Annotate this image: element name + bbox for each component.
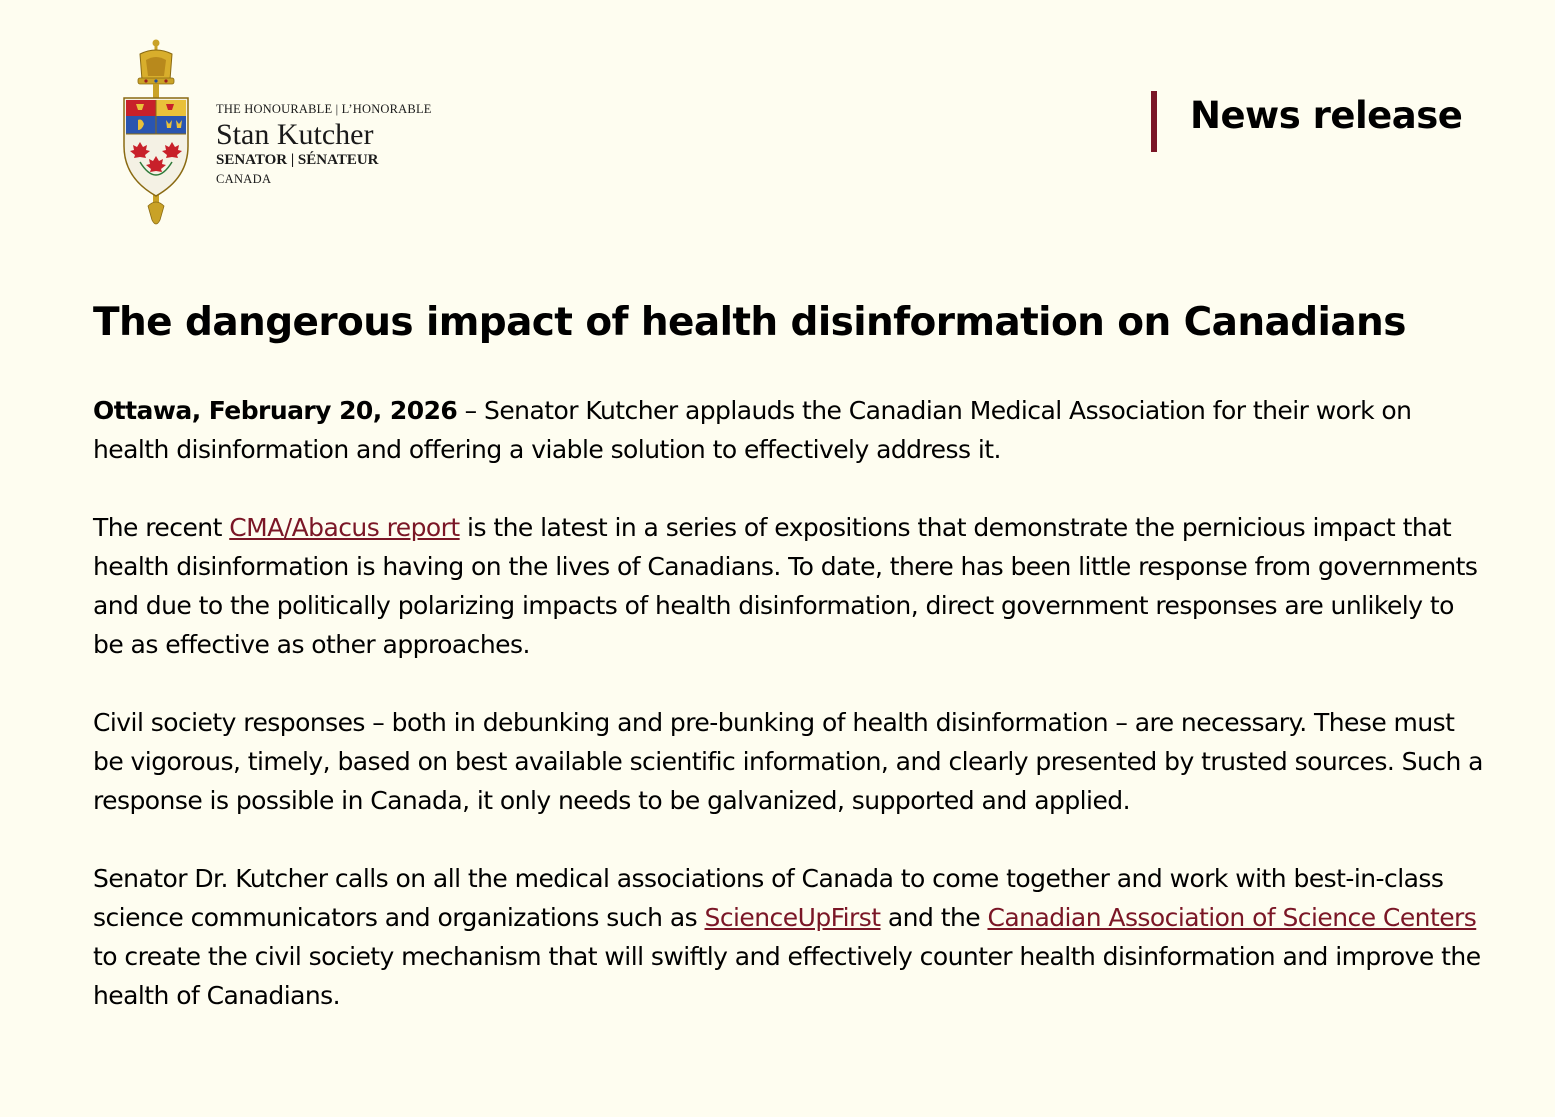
senate-crest-logo <box>118 38 194 228</box>
paragraph-intro <box>93 391 1488 469</box>
paragraph-call-to-action <box>93 859 1488 1015</box>
cta-text-after: to create the civil society mechanism that will swiftly and effectively counter health disinformation and improve the health of Canadians. <box>93 942 1481 1010</box>
cta-text-before: Senator Dr. Kutcher calls on all the medical associations of Canada to come together and work with best-in-class science communicators and organizations such as <box>93 864 1444 932</box>
country-label: CANADA <box>216 172 272 186</box>
civil-society-text: Civil society responses – both in debunking and pre-bunking of health disinformation – are necessary. These must be vigorous, timely, based on best available scientific information, and clearly presented by trusted sources. Such a response is possible in Canada, it only needs to be galvanized, supported and applied. <box>93 708 1483 815</box>
dateline: Ottawa, February 20, 2026 <box>93 396 458 425</box>
paragraph-civil-society <box>93 703 1488 820</box>
senator-role: SENATOR | SÉNATEUR <box>216 152 379 168</box>
senator-name: Stan Kutcher <box>216 118 374 151</box>
report-text-before: The recent <box>93 513 230 542</box>
paragraph-report <box>93 508 1488 664</box>
senator-identity <box>216 102 432 189</box>
cma-abacus-report-link[interactable]: CMA/Abacus report <box>229 513 460 542</box>
release-accent-bar <box>1151 91 1157 152</box>
intro-text: – Senator Kutcher applauds the Canadian Medical Association for their work on health disinformation and offering a viable solution to effectively address it. <box>93 396 1412 464</box>
report-text-after: is the latest in a series of expositions that demonstrate the pernicious impact that health disinformation is having on the lives of Canadians. To date, there has been little response from governments and due to the politically polarizing impacts of health disinformation, direct government responses are unlikely to be as effective as other approaches. <box>93 513 1478 659</box>
coat-of-arms-shield <box>124 98 188 196</box>
scienceupfirst-link[interactable]: ScienceUpFirst <box>704 903 881 932</box>
science-centers-link[interactable]: Canadian Association of Science Centers <box>987 903 1477 932</box>
article-body <box>93 391 1488 1054</box>
cta-text-middle: and the <box>880 903 988 932</box>
news-release-label: News release <box>1190 94 1463 137</box>
honourable-title: THE HONOURABLE | L’HONORABLE <box>216 102 432 116</box>
page-title: The dangerous impact of health disinformation on Canadians <box>93 300 1406 345</box>
crown-icon <box>138 40 174 85</box>
